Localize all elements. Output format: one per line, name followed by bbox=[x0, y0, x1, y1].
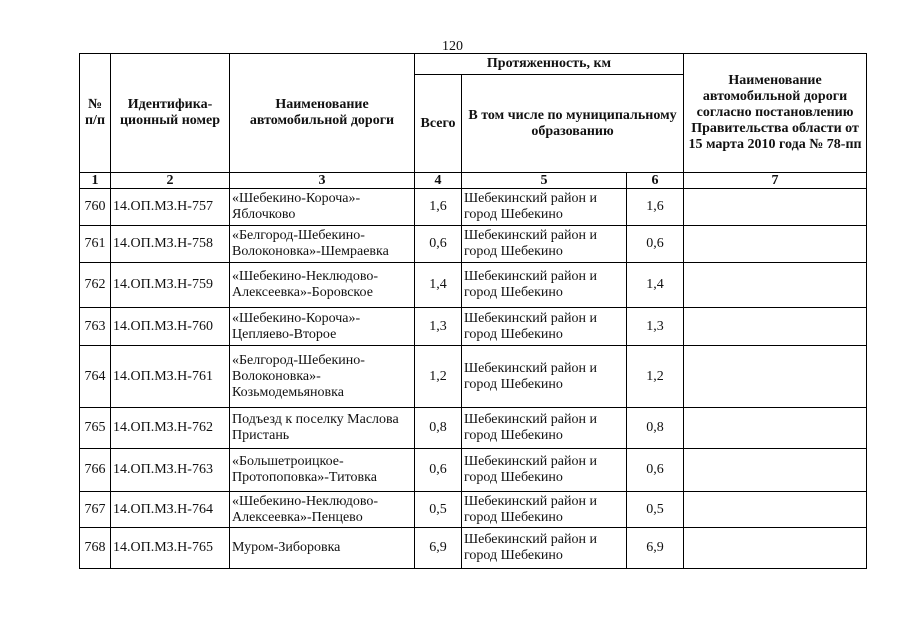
row-number: 765 bbox=[80, 408, 111, 449]
total-length: 1,6 bbox=[415, 189, 462, 226]
decree-road-name bbox=[684, 189, 867, 226]
header-decree-name: Наименование автомобильной дороги согласно постановлению Правительства области от 15 марта 2010 года № 78-пп bbox=[684, 54, 867, 173]
column-number: 1 bbox=[80, 173, 111, 189]
road-id: 14.ОП.МЗ.Н-759 bbox=[111, 263, 230, 308]
municipal-length: 1,6 bbox=[627, 189, 684, 226]
row-number: 760 bbox=[80, 189, 111, 226]
road-id: 14.ОП.МЗ.Н-757 bbox=[111, 189, 230, 226]
header-length: Протяженность, км bbox=[415, 54, 684, 75]
total-length: 0,6 bbox=[415, 226, 462, 263]
total-length: 1,4 bbox=[415, 263, 462, 308]
municipality: Шебекинский район и город Шебекино bbox=[462, 449, 627, 492]
row-number: 761 bbox=[80, 226, 111, 263]
page-number: 120 bbox=[442, 39, 463, 54]
municipality: Шебекинский район и город Шебекино bbox=[462, 226, 627, 263]
column-number: 3 bbox=[230, 173, 415, 189]
road-name: Муром-Зиборовка bbox=[230, 528, 415, 569]
table-row bbox=[80, 408, 867, 449]
column-number: 7 bbox=[684, 173, 867, 189]
column-number: 4 bbox=[415, 173, 462, 189]
column-number: 5 bbox=[462, 173, 627, 189]
row-number: 768 bbox=[80, 528, 111, 569]
header-id: Идентифика-ционный номер bbox=[111, 54, 230, 173]
road-id: 14.ОП.МЗ.Н-765 bbox=[111, 528, 230, 569]
road-id: 14.ОП.МЗ.Н-764 bbox=[111, 492, 230, 528]
road-name: «Белгород-Шебекино-Волоконовка»-Шемраевка bbox=[230, 226, 415, 263]
road-id: 14.ОП.МЗ.Н-762 bbox=[111, 408, 230, 449]
road-name: «Шебекино-Неклюдово-Алексеевка»-Пенцево bbox=[230, 492, 415, 528]
road-name: «Большетроицкое-Протопоповка»-Титовка bbox=[230, 449, 415, 492]
decree-road-name bbox=[684, 346, 867, 408]
municipality: Шебекинский район и город Шебекино bbox=[462, 263, 627, 308]
table-row bbox=[80, 528, 867, 569]
decree-road-name bbox=[684, 263, 867, 308]
row-number: 762 bbox=[80, 263, 111, 308]
total-length: 1,3 bbox=[415, 308, 462, 346]
table-row bbox=[80, 346, 867, 408]
municipal-length: 0,6 bbox=[627, 226, 684, 263]
row-number: 763 bbox=[80, 308, 111, 346]
municipality: Шебекинский район и город Шебекино bbox=[462, 492, 627, 528]
municipal-length: 1,2 bbox=[627, 346, 684, 408]
road-name: «Шебекино-Неклюдово-Алексеевка»-Боровское bbox=[230, 263, 415, 308]
total-length: 6,9 bbox=[415, 528, 462, 569]
table-row bbox=[80, 226, 867, 263]
table-row bbox=[80, 308, 867, 346]
decree-road-name bbox=[684, 492, 867, 528]
roads-table bbox=[79, 53, 867, 569]
municipality: Шебекинский район и город Шебекино bbox=[462, 189, 627, 226]
column-number: 6 bbox=[627, 173, 684, 189]
table-row bbox=[80, 492, 867, 528]
total-length: 0,5 bbox=[415, 492, 462, 528]
table-row bbox=[80, 263, 867, 308]
total-length: 0,6 bbox=[415, 449, 462, 492]
table-row bbox=[80, 189, 867, 226]
road-id: 14.ОП.МЗ.Н-763 bbox=[111, 449, 230, 492]
header-num: № п/п bbox=[80, 54, 111, 173]
municipal-length: 0,6 bbox=[627, 449, 684, 492]
municipality: Шебекинский район и город Шебекино bbox=[462, 528, 627, 569]
municipality: Шебекинский район и город Шебекино bbox=[462, 408, 627, 449]
municipal-length: 1,4 bbox=[627, 263, 684, 308]
row-number: 766 bbox=[80, 449, 111, 492]
municipality: Шебекинский район и город Шебекино bbox=[462, 308, 627, 346]
decree-road-name bbox=[684, 408, 867, 449]
column-number: 2 bbox=[111, 173, 230, 189]
decree-road-name bbox=[684, 528, 867, 569]
table-row bbox=[80, 449, 867, 492]
road-name: Подъезд к поселку Маслова Пристань bbox=[230, 408, 415, 449]
column-number-row bbox=[80, 173, 867, 189]
municipal-length: 6,9 bbox=[627, 528, 684, 569]
header-municipal: В том числе по муниципальному образованию bbox=[462, 75, 684, 173]
total-length: 0,8 bbox=[415, 408, 462, 449]
municipal-length: 0,8 bbox=[627, 408, 684, 449]
header-name: Наименование автомобильной дороги bbox=[230, 54, 415, 173]
road-id: 14.ОП.МЗ.Н-761 bbox=[111, 346, 230, 408]
row-number: 767 bbox=[80, 492, 111, 528]
decree-road-name bbox=[684, 226, 867, 263]
road-name: «Шебекино-Короча»-Яблочково bbox=[230, 189, 415, 226]
municipal-length: 0,5 bbox=[627, 492, 684, 528]
decree-road-name bbox=[684, 449, 867, 492]
total-length: 1,2 bbox=[415, 346, 462, 408]
row-number: 764 bbox=[80, 346, 111, 408]
municipal-length: 1,3 bbox=[627, 308, 684, 346]
road-name: «Шебекино-Короча»-Цепляево-Второе bbox=[230, 308, 415, 346]
road-id: 14.ОП.МЗ.Н-760 bbox=[111, 308, 230, 346]
header-total: Всего bbox=[415, 75, 462, 173]
road-id: 14.ОП.МЗ.Н-758 bbox=[111, 226, 230, 263]
decree-road-name bbox=[684, 308, 867, 346]
municipality: Шебекинский район и город Шебекино bbox=[462, 346, 627, 408]
road-name: «Белгород-Шебекино-Волоконовка»-Козьмодемьяновка bbox=[230, 346, 415, 408]
